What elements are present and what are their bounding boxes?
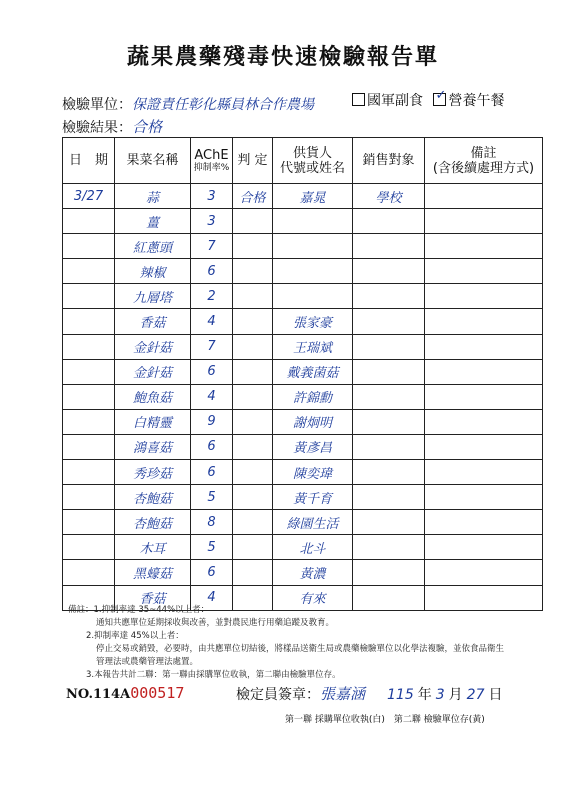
cell-date bbox=[63, 234, 115, 259]
cell-item: 香菇 bbox=[115, 585, 191, 610]
cell-target bbox=[353, 284, 425, 309]
cell-remark bbox=[425, 359, 543, 384]
cell-judge bbox=[233, 359, 273, 384]
cell-date bbox=[63, 384, 115, 409]
cell-supplier: 王瑞斌 bbox=[273, 334, 353, 359]
cell-judge bbox=[233, 535, 273, 560]
cell-ache: 8 bbox=[191, 510, 233, 535]
inspector-signature-row bbox=[236, 683, 503, 704]
cell-target bbox=[353, 234, 425, 259]
cell-ache: 4 bbox=[191, 384, 233, 409]
cell-judge bbox=[233, 209, 273, 234]
table-row bbox=[63, 485, 543, 510]
table-row bbox=[63, 510, 543, 535]
army-option-label: 國軍副食 bbox=[367, 93, 423, 109]
table-row bbox=[63, 334, 543, 359]
header-ache bbox=[191, 138, 233, 184]
table-header-row bbox=[63, 138, 543, 184]
table-row bbox=[63, 284, 543, 309]
cell-ache: 5 bbox=[191, 485, 233, 510]
serial-digits: 000517 bbox=[130, 684, 185, 702]
cell-date bbox=[63, 284, 115, 309]
cell-item: 秀珍菇 bbox=[115, 460, 191, 485]
lunch-checkbox[interactable] bbox=[433, 88, 447, 106]
cell-remark bbox=[425, 434, 543, 459]
note-line: 3.本報告共計二聯：第一聯由採購單位收執，第二聯由檢驗單位存。 bbox=[86, 670, 341, 680]
cell-supplier: 嘉晁 bbox=[273, 184, 353, 209]
cell-item: 九層塔 bbox=[115, 284, 191, 309]
cell-judge bbox=[233, 409, 273, 434]
cell-target bbox=[353, 309, 425, 334]
cell-target: 學校 bbox=[353, 184, 425, 209]
table-row bbox=[63, 309, 543, 334]
note-line: 停止交易或銷毀，必要時，由共應單位切結後，將樣品送衛生局或農藥檢驗單位以化學法複驗，並依食品衛生 bbox=[96, 644, 505, 654]
cell-remark bbox=[425, 184, 543, 209]
table-row bbox=[63, 359, 543, 384]
cell-date bbox=[63, 485, 115, 510]
cell-target bbox=[353, 209, 425, 234]
cell-judge bbox=[233, 284, 273, 309]
cell-ache: 7 bbox=[191, 234, 233, 259]
cell-supplier: 黃彥昌 bbox=[273, 434, 353, 459]
cell-supplier bbox=[273, 209, 353, 234]
cell-judge bbox=[233, 384, 273, 409]
header-supplier bbox=[273, 138, 353, 184]
cell-remark bbox=[425, 535, 543, 560]
cell-target bbox=[353, 359, 425, 384]
cell-remark bbox=[425, 234, 543, 259]
cell-date bbox=[63, 309, 115, 334]
cell-date bbox=[63, 259, 115, 284]
table-row bbox=[63, 209, 543, 234]
cell-item: 黑蠔菇 bbox=[115, 560, 191, 585]
result-value: 合格 bbox=[132, 118, 163, 136]
cell-supplier bbox=[273, 284, 353, 309]
cell-remark bbox=[425, 334, 543, 359]
cell-remark bbox=[425, 409, 543, 434]
cell-judge bbox=[233, 334, 273, 359]
cell-ache: 6 bbox=[191, 259, 233, 284]
cell-ache: 3 bbox=[191, 209, 233, 234]
cell-judge bbox=[233, 259, 273, 284]
inspector-label: 檢定員簽章： bbox=[236, 687, 320, 703]
month-unit: 月 bbox=[448, 687, 463, 703]
table-row bbox=[63, 184, 543, 209]
cell-supplier: 黃濃 bbox=[273, 560, 353, 585]
cell-date bbox=[63, 334, 115, 359]
cell-ache: 6 bbox=[191, 460, 233, 485]
cell-ache: 6 bbox=[191, 560, 233, 585]
cell-target bbox=[353, 560, 425, 585]
cell-item: 鮑魚菇 bbox=[115, 384, 191, 409]
cell-ache: 6 bbox=[191, 434, 233, 459]
note-line: 通知共應單位延期採收與改善，並對農民進行用藥追蹤及教育。 bbox=[96, 618, 335, 628]
header-remark bbox=[425, 138, 543, 184]
cell-date bbox=[63, 460, 115, 485]
cell-supplier: 綠園生活 bbox=[273, 510, 353, 535]
cell-item: 杏鮑菇 bbox=[115, 485, 191, 510]
cell-judge bbox=[233, 485, 273, 510]
cell-supplier: 有來 bbox=[273, 585, 353, 610]
year-unit: 年 bbox=[417, 687, 432, 703]
cell-supplier bbox=[273, 259, 353, 284]
cell-remark bbox=[425, 460, 543, 485]
table-row bbox=[63, 234, 543, 259]
army-checkbox[interactable] bbox=[352, 93, 365, 106]
unit-value: 保證責任彰化縣員林合作農場 bbox=[132, 97, 314, 113]
cell-item: 辣椒 bbox=[115, 259, 191, 284]
cell-judge bbox=[233, 560, 273, 585]
cell-ache: 3 bbox=[191, 184, 233, 209]
cell-date bbox=[63, 535, 115, 560]
serial-number bbox=[66, 684, 184, 702]
cell-ache: 7 bbox=[191, 334, 233, 359]
cell-item: 金針菇 bbox=[115, 359, 191, 384]
cell-target bbox=[353, 434, 425, 459]
header-target: 銷售對象 bbox=[353, 138, 425, 184]
header-remark-top: 備註 bbox=[470, 145, 497, 161]
cell-ache: 4 bbox=[191, 585, 233, 610]
cell-item: 薑 bbox=[115, 209, 191, 234]
cell-target bbox=[353, 535, 425, 560]
header-ache-top: AChE bbox=[194, 147, 229, 163]
cell-supplier: 張家豪 bbox=[273, 309, 353, 334]
cell-target bbox=[353, 259, 425, 284]
header-date: 日 期 bbox=[63, 138, 115, 184]
cell-judge bbox=[233, 434, 273, 459]
header-supplier-top: 供貨人 bbox=[292, 145, 332, 161]
copy-footer: 第一聯 採購單位收執(白) 第二聯 檢驗單位存(黃) bbox=[285, 715, 485, 725]
check-mark-icon: ✓ bbox=[435, 88, 447, 103]
table-row bbox=[63, 384, 543, 409]
cell-target bbox=[353, 485, 425, 510]
cell-judge bbox=[233, 309, 273, 334]
cell-date: 3/27 bbox=[63, 184, 115, 209]
date-day: 27 bbox=[466, 687, 485, 703]
result-label: 檢驗結果： bbox=[62, 120, 132, 136]
note-line: 2.抑制率達 45%以上者： bbox=[86, 631, 184, 641]
header-judge: 判 定 bbox=[233, 138, 273, 184]
cell-date bbox=[63, 560, 115, 585]
cell-remark bbox=[425, 259, 543, 284]
table-row bbox=[63, 434, 543, 459]
cell-judge bbox=[233, 510, 273, 535]
inspection-table bbox=[62, 137, 543, 611]
header-item: 果菜名稱 bbox=[115, 138, 191, 184]
cell-ache: 4 bbox=[191, 309, 233, 334]
table-row bbox=[63, 460, 543, 485]
cell-item: 鴻喜菇 bbox=[115, 434, 191, 459]
cell-item: 木耳 bbox=[115, 535, 191, 560]
cell-supplier: 陳奕瑋 bbox=[273, 460, 353, 485]
cell-remark bbox=[425, 510, 543, 535]
cell-item: 香菇 bbox=[115, 309, 191, 334]
cell-supplier: 黃千育 bbox=[273, 485, 353, 510]
note-line: 備註：1.抑制率達 35~44%以上者： bbox=[68, 605, 210, 615]
day-unit: 日 bbox=[488, 687, 503, 703]
cell-remark bbox=[425, 209, 543, 234]
cell-remark bbox=[425, 384, 543, 409]
cell-date bbox=[63, 409, 115, 434]
cell-target bbox=[353, 334, 425, 359]
cell-date bbox=[63, 359, 115, 384]
cell-ache: 9 bbox=[191, 409, 233, 434]
cell-remark bbox=[425, 309, 543, 334]
page-title: 蔬果農藥殘毒快速檢驗報告單 bbox=[126, 44, 439, 70]
header-ache-bottom: 抑制率% bbox=[193, 162, 230, 173]
purpose-options bbox=[352, 90, 504, 110]
cell-date bbox=[63, 510, 115, 535]
cell-judge: 合格 bbox=[233, 184, 273, 209]
notes-block bbox=[68, 604, 548, 682]
header-supplier-bottom: 代號或姓名 bbox=[279, 160, 345, 176]
cell-remark bbox=[425, 485, 543, 510]
cell-target bbox=[353, 409, 425, 434]
cell-supplier: 謝炯明 bbox=[273, 409, 353, 434]
unit-row bbox=[62, 94, 314, 114]
cell-supplier bbox=[273, 234, 353, 259]
cell-target bbox=[353, 460, 425, 485]
cell-remark bbox=[425, 560, 543, 585]
result-row bbox=[62, 116, 162, 137]
cell-ache: 2 bbox=[191, 284, 233, 309]
cell-remark bbox=[425, 284, 543, 309]
table-row bbox=[63, 259, 543, 284]
cell-ache: 6 bbox=[191, 359, 233, 384]
cell-judge bbox=[233, 234, 273, 259]
note-line: 管理法或農藥管理法處置。 bbox=[96, 657, 199, 667]
cell-ache: 5 bbox=[191, 535, 233, 560]
cell-item: 杏鮑菇 bbox=[115, 510, 191, 535]
header-remark-bottom: (含後續處理方式) bbox=[432, 160, 535, 176]
cell-item: 白精靈 bbox=[115, 409, 191, 434]
unit-label: 檢驗單位： bbox=[62, 97, 132, 113]
lunch-option-label: 營養午餐 bbox=[448, 93, 505, 109]
cell-target bbox=[353, 384, 425, 409]
table-row bbox=[63, 560, 543, 585]
cell-date bbox=[63, 434, 115, 459]
table-row bbox=[63, 535, 543, 560]
cell-item: 金針菇 bbox=[115, 334, 191, 359]
serial-prefix: NO.114A bbox=[66, 687, 131, 702]
cell-judge bbox=[233, 460, 273, 485]
cell-item: 蒜 bbox=[115, 184, 191, 209]
cell-date bbox=[63, 209, 115, 234]
cell-target bbox=[353, 510, 425, 535]
cell-supplier: 戴義菌菇 bbox=[273, 359, 353, 384]
date-month: 3 bbox=[435, 687, 445, 703]
table-row bbox=[63, 409, 543, 434]
inspector-signature: 張嘉涵 bbox=[320, 685, 366, 703]
cell-supplier: 許錦勳 bbox=[273, 384, 353, 409]
date-year: 115 bbox=[387, 687, 414, 703]
cell-supplier: 北斗 bbox=[273, 535, 353, 560]
cell-item: 紅蔥頭 bbox=[115, 234, 191, 259]
